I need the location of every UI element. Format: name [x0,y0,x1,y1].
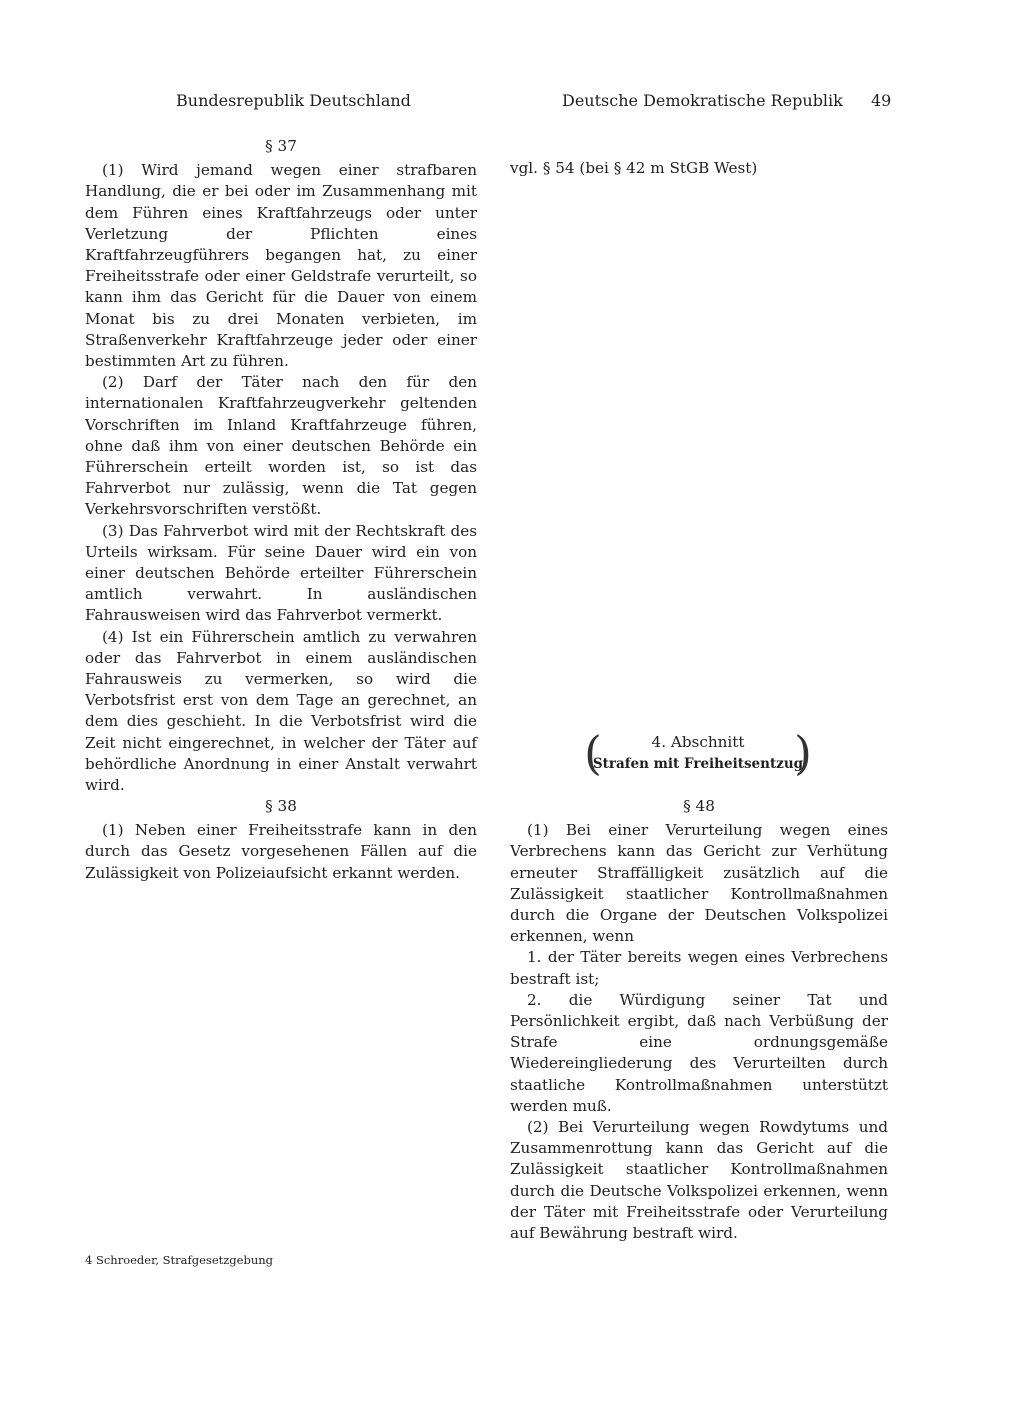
chapter-heading [584,726,812,780]
section-38 [85,796,477,884]
header-right: Deutsche Demokratische Republik [562,91,843,110]
header-left: Bundesrepublik Deutschland [176,91,411,110]
cross-reference: vgl. § 54 (bei § 42 m StGB West) [510,159,758,177]
section-37-para-2: (2) Darf der Täter nach den für den internationalen Kraftfahrzeugverkehr geltenden Vorschriften im Inland Kraftfahrzeuge führen, ohne daß ihm von einer deutschen Behörde ein Führerschein erteilt worden ist, so ist das Fahrverbot nur zulässig, wenn die Tat gegen Verkehrsvorschriften verstößt. [85,373,477,519]
section-37-para-4: (4) Ist ein Führerschein amtlich zu verwahren oder das Fahrverbot in einem ausländischen Fahrausweis zu vermerken, so wird die Verbotsfrist erst von dem Tage an gerechnet, an dem dies geschieht. In die Verbotsfrist wird die Zeit nicht eingerechnet, in welcher der Täter auf behördliche Anordnung in einer Anstalt verwahrt wird. [85,627,477,795]
section-37-para-1: (1) Wird jemand wegen einer strafbaren Handlung, die er bei oder im Zusammenhang mit dem Führen eines Kraftfahrzeugs oder unter Verletzung der Pflichten eines Kraftfahrzeugführers begangen hat, zu einer Freiheitsstrafe oder einer Geldstrafe verurteilt, so kann ihm das Gericht für die Dauer von einem Monat bis zu drei Monaten verbieten, im Straßenverkehr Kraftfahrzeuge jeder oder einer bestimmten Art zu führen. [85,161,477,371]
section-37 [85,136,477,796]
section-48-item-2: 2. die Würdigung seiner Tat und Persönlichkeit ergibt, daß nach Verbüßung der Strafe eine ordnungsgemäße Wiedereingliederung des Verurteilten durch staatliche Kontrollmaßnahmen unterstützt werden muß. [510,990,888,1115]
section-48-para-2: (2) Bei Verurteilung wegen Rowdytums und Zusammenrottung kann das Gericht auf die Zulässigkeit staatlicher Kontrollmaßnahmen durch die Deutsche Volkspolizei erkennen, wenn der Täter mit Freiheitsstrafe oder Verurteilung auf Bewährung bestraft wird. [510,1118,888,1243]
section-38-heading: § 38 [265,797,297,815]
section-37-para-3: (3) Das Fahrverbot wird mit der Rechtskraft des Urteils wirksam. Für seine Dauer wird ein von einer deutschen Behörde erteilter Führerschein amtlich verwahrt. In ausländischen Fahrausweisen wird das Fahrverbot vermerkt. [85,521,477,625]
section-48-para-1: (1) Bei einer Verurteilung wegen eines Verbrechens kann das Gericht zur Verhütung erneuter Straffälligkeit zusätzlich auf die Zulässigkeit staatlicher Kontrollmaßnahmen durch die Organe der Deutschen Volkspolizei erkennen, wenn [510,821,888,946]
footer-note: 4 Schroeder, Strafgesetzgebung [85,1253,274,1267]
section-48 [510,796,888,1244]
right-parenthesis-icon: ) [794,726,812,780]
chapter-number: 4. Abschnitt [651,733,745,751]
section-48-heading: § 48 [683,797,715,815]
section-37-heading: § 37 [265,137,297,155]
left-parenthesis-icon: ( [584,726,602,780]
section-38-para-1: (1) Neben einer Freiheitsstrafe kann in den durch das Gesetz vorgesehenen Fällen auf die Zulässigkeit von Polizeiaufsicht erkannt werden. [85,821,477,882]
chapter-title: Strafen mit Freiheitsentzug [592,756,804,772]
section-48-item-1: 1. der Täter bereits wegen eines Verbrechens bestraft ist; [510,948,888,988]
page-number: 49 [871,91,892,110]
